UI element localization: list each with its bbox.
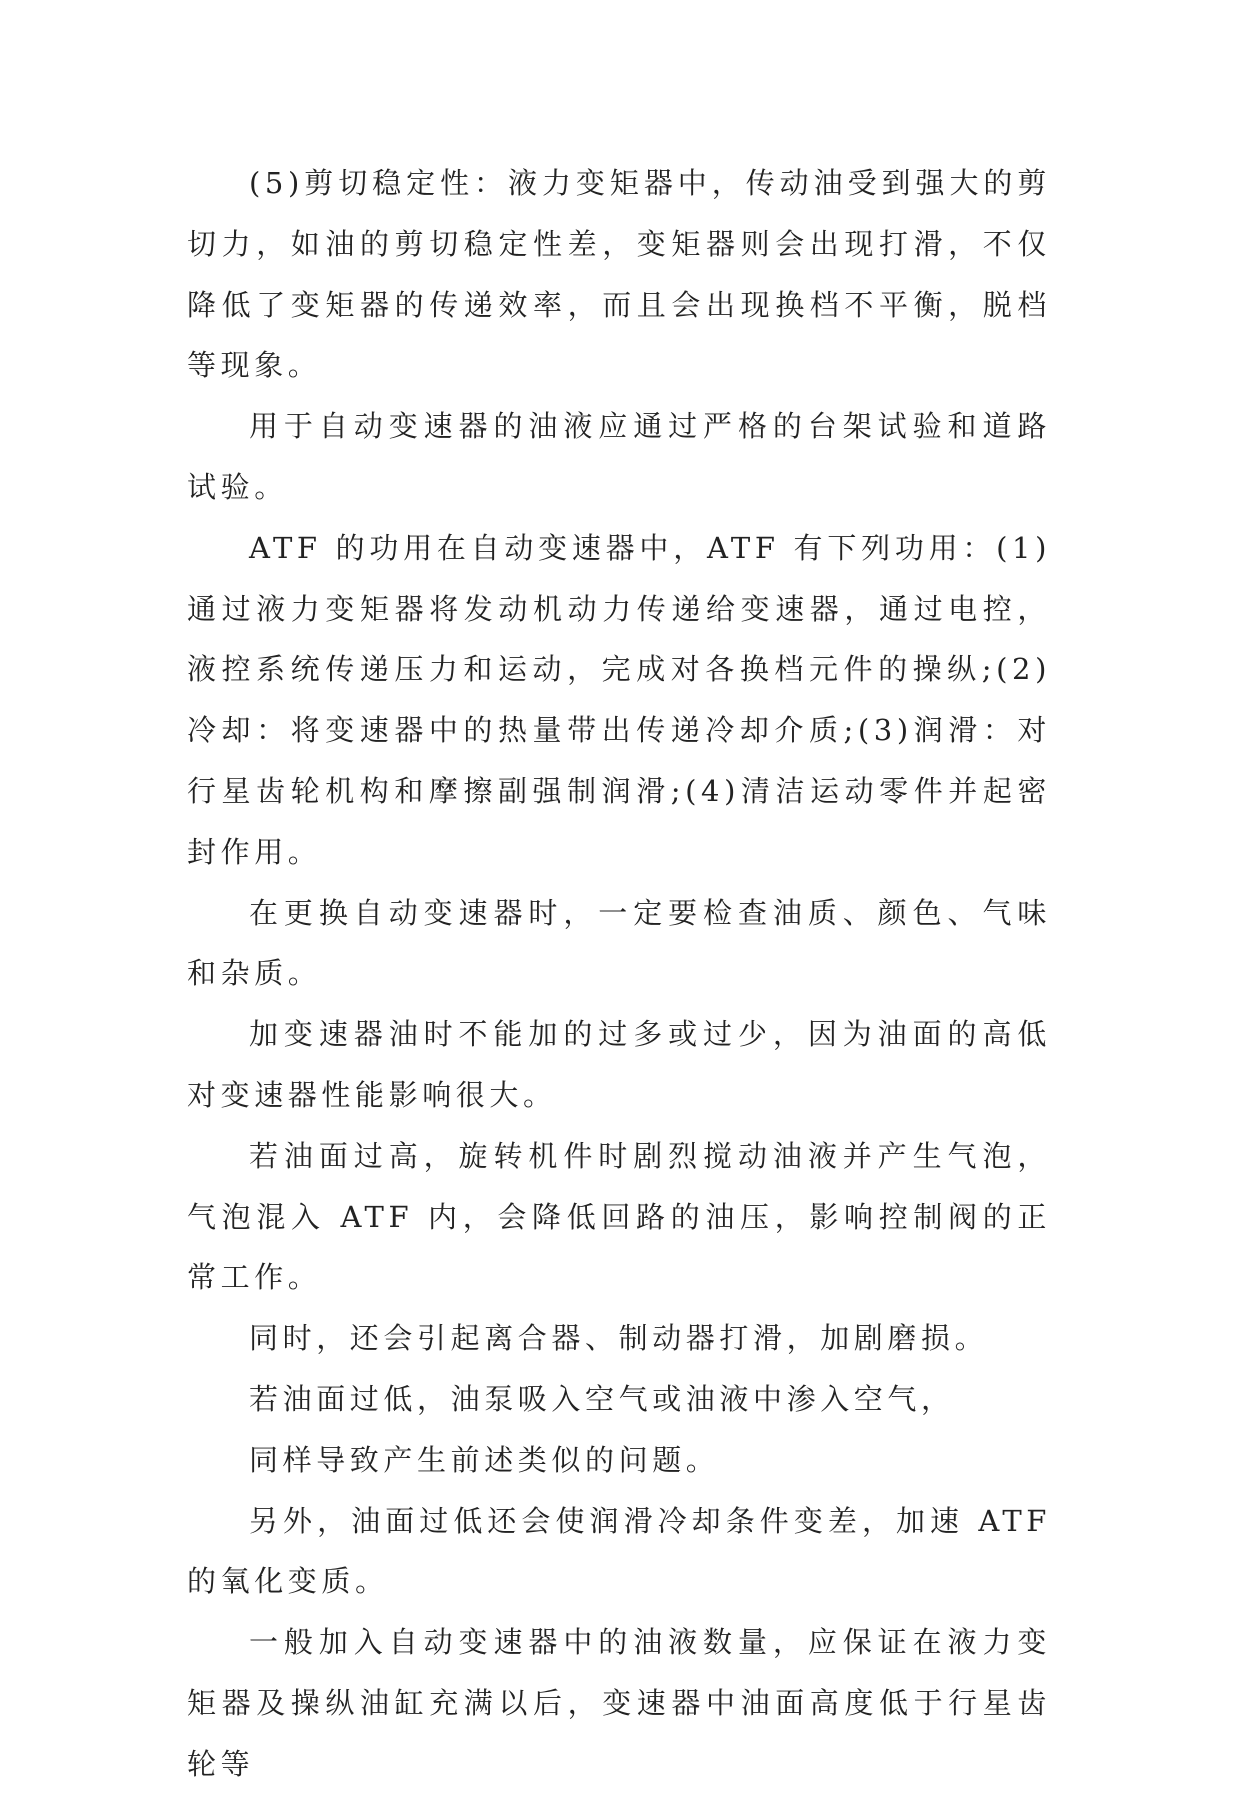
paragraph-atf-functions: ATF 的功用在自动变速器中，ATF 有下列功用：(1)通过液力变矩器将发动机动力传递给变速器，通过电控，液控系统传递压力和运动，完成对各换档元件的操纵;(2)冷却：将变速器中的热量带出传递冷却介质;(3)润滑：对行星齿轮机构和摩擦副强制润滑;(4)清洁运动零件并起密封作用。	[187, 530, 1051, 869]
paragraph-bench-test: 用于自动变速器的油液应通过严格的台架试验和道路试验。	[187, 409, 1051, 504]
paragraph-similar-problems: 同样导致产生前述类似的问题。	[249, 1442, 720, 1477]
paragraph-fill-quantity: 一般加入自动变速器中的油液数量，应保证在液力变矩器及操纵油缸充满以后，变速器中油面高度低于行星齿轮等	[187, 1625, 1051, 1781]
paragraph-oil-level-low: 若油面过低，油泵吸入空气或油液中渗入空气，	[249, 1381, 955, 1416]
paragraph-check-oil-quality: 在更换自动变速器时，一定要检查油质、颜色、气味和杂质。	[187, 895, 1051, 991]
paragraph-oil-level-high: 若油面过高，旋转机件时剧烈搅动油液并产生气泡，气泡混入 ATF 内，会降低回路的油压，影响控制阀的正常工作。	[187, 1138, 1051, 1295]
paragraph-oxidation: 另外，油面过低还会使润滑冷却条件变差，加速 ATF 的氧化变质。	[187, 1503, 1051, 1599]
paragraph-clutch-slip: 同时，还会引起离合器、制动器打滑，加剧磨损。	[249, 1321, 989, 1356]
paragraph-shear-stability: (5)剪切稳定性：液力变矩器中，传动油受到强大的剪切力，如油的剪切稳定性差，变矩器则会出现打滑，不仅降低了变矩器的传递效率，而且会出现换档不平衡，脱档等现象。	[187, 166, 1051, 383]
paragraph-oil-amount: 加变速器油时不能加的过多或过少，因为油面的高低对变速器性能影响很大。	[187, 1017, 1051, 1112]
document-body	[187, 153, 1051, 1795]
